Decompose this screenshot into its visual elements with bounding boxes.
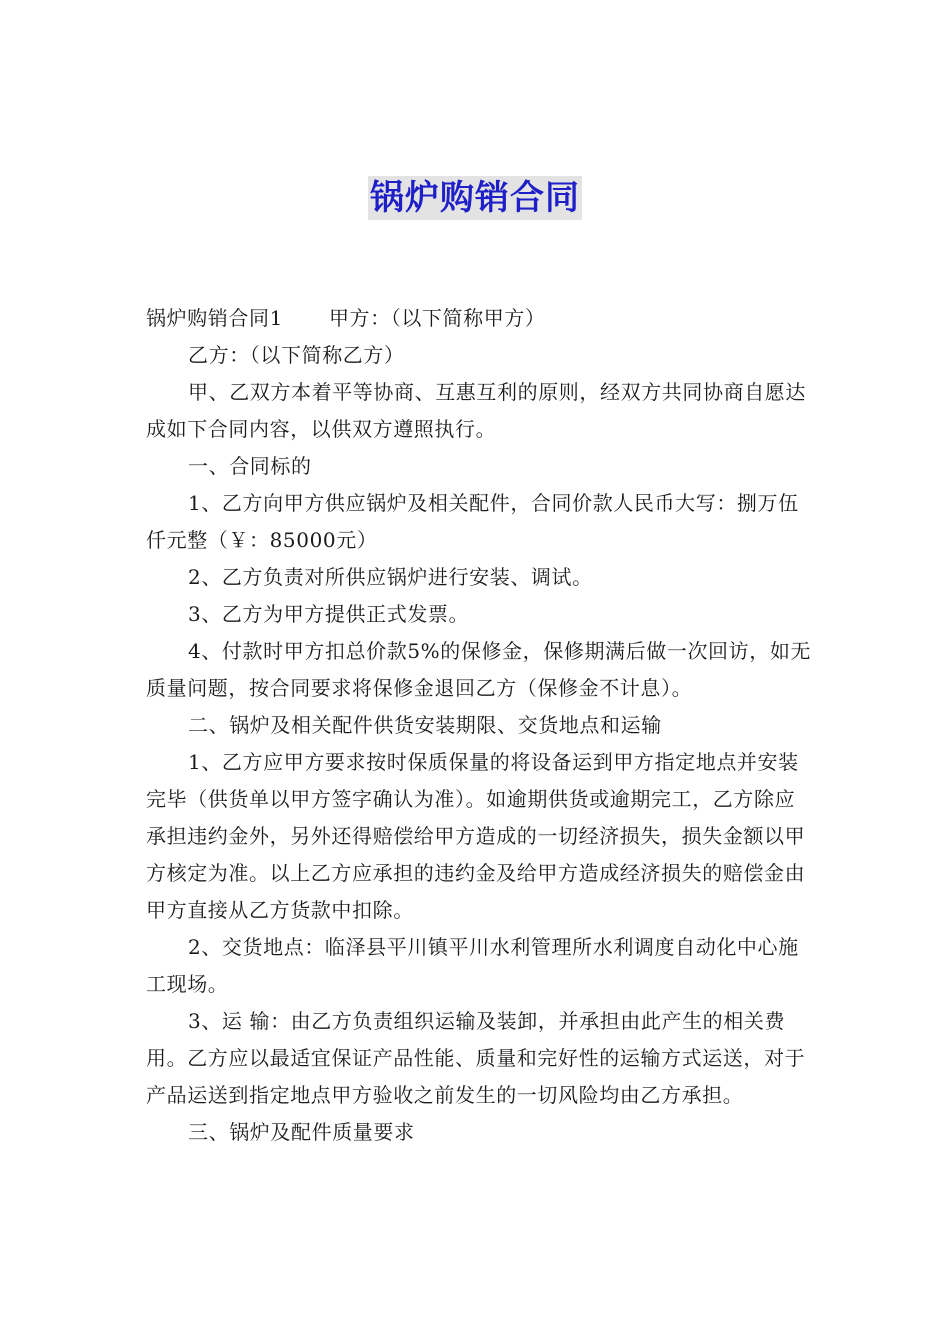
contract-label: 锅炉购销合同1 [146,306,283,330]
document-title: 锅炉购销合同 [370,178,580,218]
document-body [146,300,814,1151]
section-heading-1: 一、合同标的 [188,454,312,478]
clause-1-4: 4、付款时甲方扣总价款5%的保修金，保修期满后做一次回访，如无质量问题，按合同要求将保修金退回乙方（保修金不计息）。 [146,639,812,700]
clause-2-1: 1、乙方应甲方要求按时保质保量的将设备运到甲方指定地点并安装完毕（供货单以甲方签字确认为准）。如逾期供货或逾期完工，乙方除应承担违约金外，另外还得赔偿给甲方造成的一切经济损失，损失金额以甲方核定为准。以上乙方应承担的违约金及给甲方造成经济损失的赔偿金由甲方直接从乙方货款中扣除。 [146,750,806,922]
intro-line [146,300,814,337]
section-heading-3: 三、锅炉及配件质量要求 [188,1120,415,1144]
clause-1-1: 1、乙方向甲方供应锅炉及相关配件，合同价款人民币大写：捌万伍仟元整（￥：85000元） [146,491,799,552]
party-b-line: 乙方：（以下简称乙方） [188,343,405,367]
clause-1-2: 2、乙方负责对所供应锅炉进行安装、调试。 [188,565,593,589]
party-a-line: 甲方：（以下简称甲方） [328,306,546,330]
clause-2-3: 3、运 输：由乙方负责组织运输及装卸，并承担由此产生的相关费用。乙方应以最适宜保证产品性能、质量和完好性的运输方式运送，对于产品运送到指定地点甲方验收之前发生的一切风险均由乙方承担。 [146,1009,806,1107]
preamble-paragraph: 甲、乙双方本着平等协商、互惠互利的原则，经双方共同协商自愿达成如下合同内容，以供双方遵照执行。 [146,380,806,441]
clause-2-2: 2、交货地点：临泽县平川镇平川水利管理所水利调度自动化中心施工现场。 [146,935,799,996]
clause-1-3: 3、乙方为甲方提供正式发票。 [188,602,470,626]
title-wrap [0,176,950,220]
section-heading-2: 二、锅炉及相关配件供货安装期限、交货地点和运输 [188,713,662,737]
